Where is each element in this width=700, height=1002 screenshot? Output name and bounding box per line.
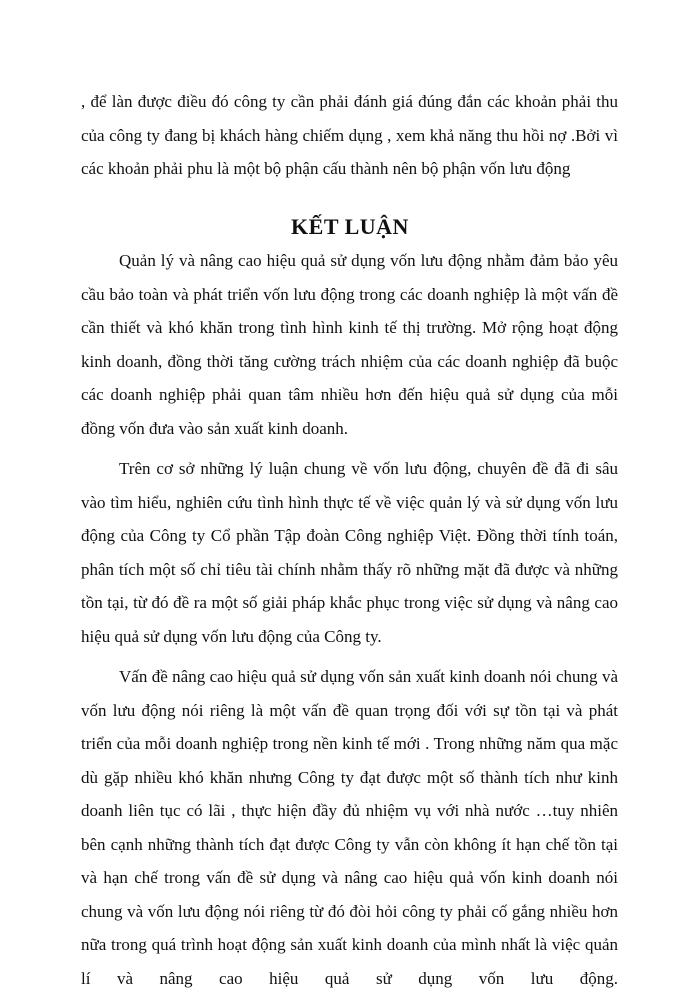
paragraph-3: Vấn đề nâng cao hiệu quả sử dụng vốn sản xuất kinh doanh nói chung và vốn lưu động nói riêng là một vấn đề quan trọng đối với sự tồn tại và phát triển của mỗi doanh nghiệp trong nền kinh tế mới . Trong những năm qua mặc dù gặp nhiều khó khăn nhưng Công ty đạt được một số thành tích như kinh doanh liên tục có lãi , thực hiện đầy đủ nhiệm vụ với nhà nước …tuy nhiên bên cạnh những thành tích đạt được Công ty vẫn còn không ít hạn chế tồn tại và hạn chế trong vấn đề sử dụng và nâng cao hiệu quả vốn kinh doanh nói chung và vốn lưu động nói riêng từ đó đòi hỏi công ty phải cố gắng nhiều hơn nữa trong quá trình hoạt động sản xuất kinh doanh của mình nhất là việc quản lí và nâng cao hiệu quả sử dụng vốn lưu động.	[81, 667, 618, 988]
intro-section	[81, 85, 618, 193]
paragraph-2: Trên cơ sở những lý luận chung về vốn lưu động, chuyên đề đã đi sâu vào tìm hiểu, nghiên cứu tình hình thực tế về việc quản lý và sử dụng vốn lưu động của Công ty Cổ phần Tập đoàn Công nghiệp Việt. Đồng thời tính toán, phân tích một số chỉ tiêu tài chính nhằm thấy rõ những mặt đã được và những tồn tại, từ đó đề ra một số giải pháp khắc phục trong việc sử dụng và nâng cao hiệu quả sử dụng vốn lưu động của Công ty.	[81, 459, 618, 646]
conclusion-body	[81, 244, 618, 1002]
paragraph-1: Quản lý và nâng cao hiệu quả sử dụng vốn lưu động nhằm đảm bảo yêu cầu bảo toàn và phát triển vốn lưu động trong các doanh nghiệp là một vấn đề cần thiết và khó khăn trong tình hình kinh tế thị trường. Mở rộng hoạt động kinh doanh, đồng thời tăng cường trách nhiệm của các doanh nghiệp đã buộc các doanh nghiệp phải quan tâm nhiều hơn đến hiệu quả sử dụng của mỗi đồng vốn đưa vào sản xuất kinh doanh.	[81, 251, 618, 438]
section-title: KẾT LUẬN	[291, 214, 409, 239]
intro-paragraph: , để làn được điều đó công ty cần phải đánh giá đúng đắn các khoản phải thu của công ty đang bị khách hàng chiếm dụng , xem khả năng thu hồi nợ .Bởi vì các khoản phải phu là một bộ phận cấu thành nên bộ phận vốn lưu động	[81, 92, 618, 178]
